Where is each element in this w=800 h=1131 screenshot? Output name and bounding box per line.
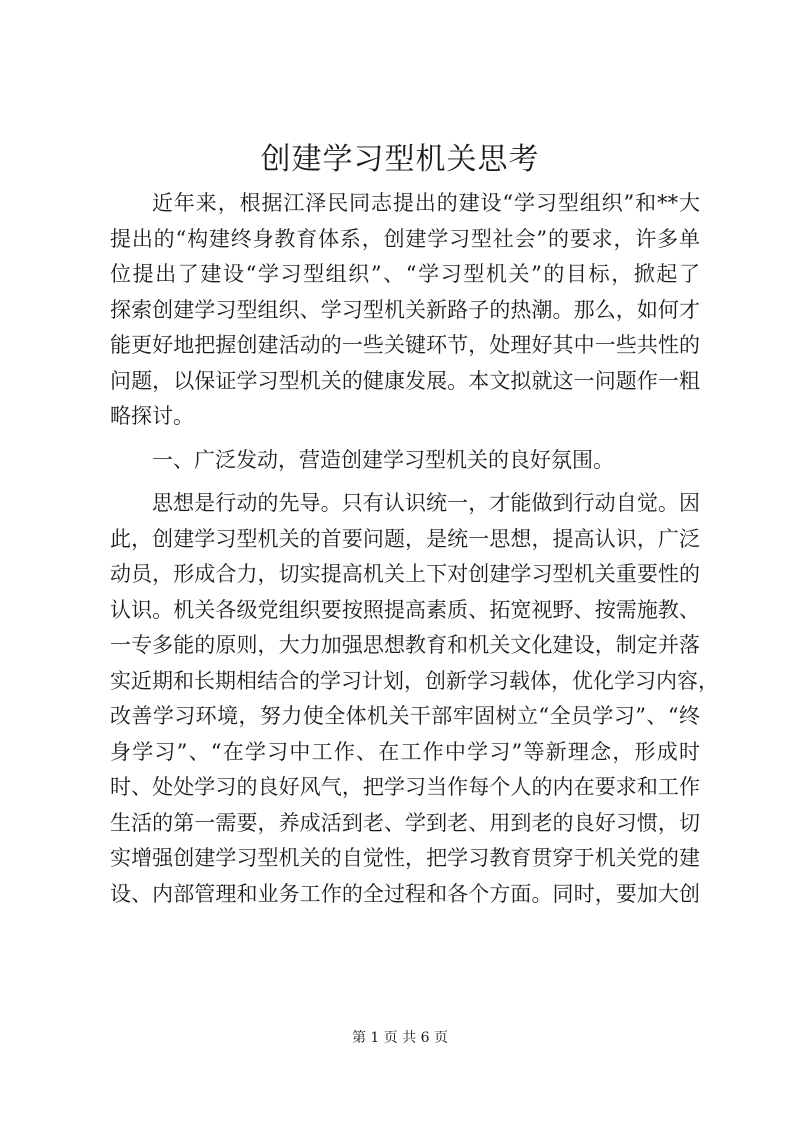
paragraph-3-line-11: 实增强创建学习型机关的自觉性，把学习教育贯穿于机关党的建 xyxy=(110,846,700,870)
section-heading-1: 一、广泛发动，营造创建学习型机关的良好氛围。 xyxy=(152,447,614,472)
paragraph-1-line-6: 问题，以保证学习型机关的健康发展。本文拟就这一问题作一粗 xyxy=(110,368,700,393)
paragraph-3-line-10: 生活的第一需要，养成活到老、学到老、用到老的良好习惯，切 xyxy=(110,810,700,835)
paragraph-3-line-8: 身学习”、“在学习中工作、在工作中学习”等新理念，形成时 xyxy=(110,739,700,764)
paragraph-3-line-6: 实近期和长期相结合的学习计划，创新学习载体，优化学习内容， xyxy=(110,668,719,693)
document-body xyxy=(110,186,719,912)
paragraph-3-line-4: 认识。机关各级党组织要按照提高素质、拓宽视野、按需施教、 xyxy=(110,597,700,622)
paragraph-1-line-1: 近年来，根据江泽民同志提出的建设“学习型组织”和**大 xyxy=(152,191,700,215)
paragraph-1-line-5: 能更好地把握创建活动的一些关键环节，处理好其中一些共性的 xyxy=(110,333,700,357)
document-title: 创建学习型机关思考 xyxy=(260,142,540,177)
paragraph-1-line-7: 略探讨。 xyxy=(110,404,194,428)
paragraph-3-line-1: 思想是行动的先导。只有认识统一，才能做到行动自觉。因 xyxy=(152,491,700,515)
paragraph-3-line-12: 设、内部管理和业务工作的全过程和各个方面。同时，要加大创 xyxy=(110,881,700,906)
paragraph-1-line-3: 位提出了建设“学习型组织”、“学习型机关”的目标，掀起了 xyxy=(110,262,700,286)
paragraph-3-line-5: 一专多能的原则，大力加强思想教育和机关文化建设，制定并落 xyxy=(110,633,700,657)
paragraph-1-line-4: 探索创建学习型组织、学习型机关新路子的热潮。那么，如何才 xyxy=(110,297,700,322)
paragraph-3-line-2: 此，创建学习型机关的首要问题，是统一思想，提高认识，广泛 xyxy=(110,526,700,551)
paragraph-3-line-7: 改善学习环境，努力使全体机关干部牢固树立“全员学习”、“终 xyxy=(110,704,700,728)
paragraph-1-line-2: 提出的“构建终身教育体系，创建学习型社会”的要求，许多单 xyxy=(110,226,700,251)
page-footer: 第 1 页 共 6 页 xyxy=(351,1030,449,1046)
paragraph-3-line-9: 时、处处学习的良好风气，把学习当作每个人的内在要求和工作 xyxy=(110,775,700,799)
paragraph-3-line-3: 动员，形成合力，切实提高机关上下对创建学习型机关重要性的 xyxy=(110,562,700,586)
